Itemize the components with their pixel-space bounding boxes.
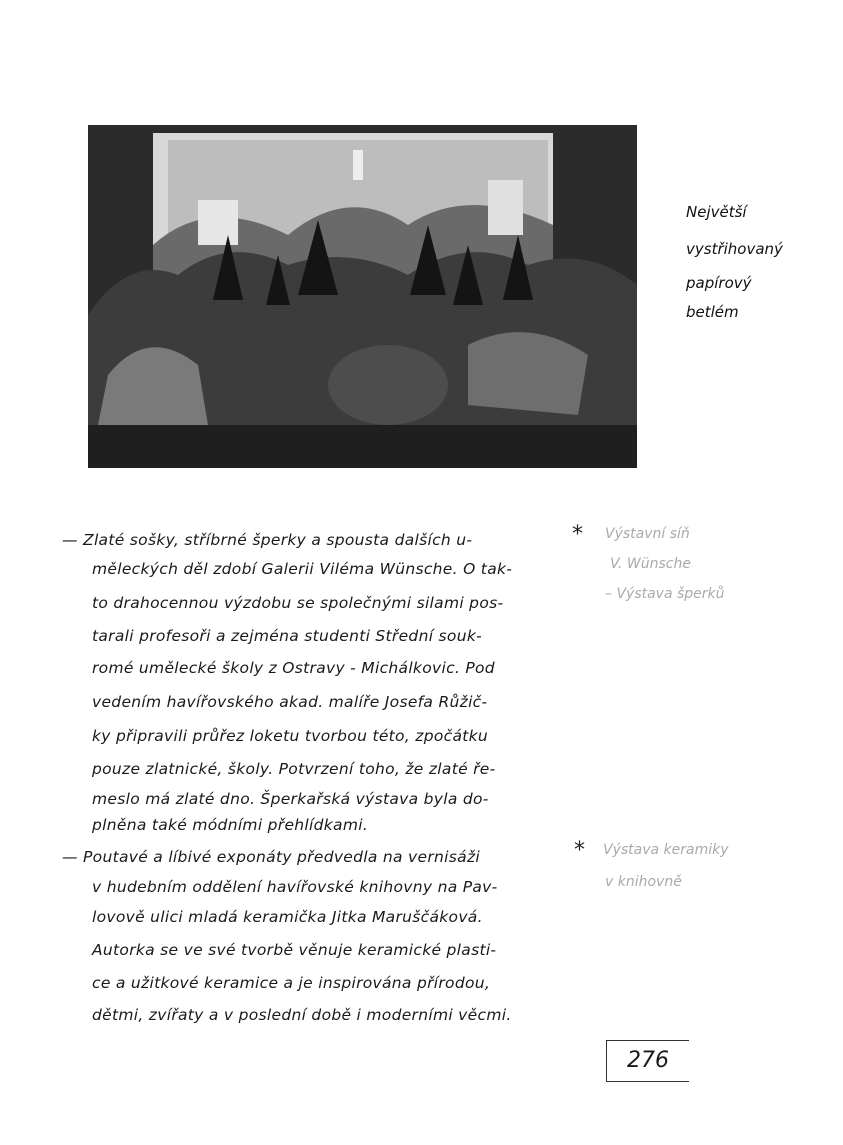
margin-note: V. Wünsche (610, 556, 691, 572)
margin-note: Výstavní síň (605, 526, 690, 542)
text-line: — Zlaté sošky, stříbrné šperky a spousta dalších u- (62, 531, 473, 549)
photo-illustration (88, 125, 637, 468)
text-line: to drahocennou výzdobu se společnými silami pos- (92, 594, 504, 612)
text-line: plněna také módními přehlídkami. (92, 816, 369, 834)
text-line: meslo má zlaté dno. Šperkařská výstava byla do- (92, 790, 489, 808)
text-line: Autorka se ve své tvorbě věnuje keramické plasti- (92, 941, 497, 959)
text-line: dětmi, zvířaty a v poslední době i moderními věcmi. (92, 1006, 512, 1024)
text-line: pouze zlatnické, školy. Potvrzení toho, že zlaté ře- (92, 760, 496, 778)
text-line: v hudebním oddělení havířovské knihovny na Pav- (92, 878, 498, 896)
text-line: ce a užitkové keramice a je inspirována přírodou, (92, 974, 491, 992)
asterisk-mark: * (572, 522, 583, 547)
margin-note: – Výstava šperků (605, 586, 725, 602)
caption-line: papírový (686, 274, 752, 292)
text-line: romé umělecké školy z Ostravy - Michálkovic. Pod (92, 659, 495, 677)
text-line: měleckých děl zdobí Galerii Viléma Wünsche. O tak- (92, 560, 513, 578)
asterisk-mark: * (574, 838, 585, 863)
caption-line: vystřihovaný (686, 240, 783, 258)
text-line: lovově ulici mladá keramička Jitka Maruščáková. (92, 908, 483, 926)
caption-line: betlém (686, 303, 739, 321)
text-line: tarali profesoři a zejména studenti Střední souk- (92, 627, 482, 645)
page-number: 276 (606, 1040, 689, 1082)
margin-note: v knihovně (605, 874, 682, 890)
margin-note: Výstava keramiky (603, 842, 729, 858)
text-line: vedením havířovského akad. malíře Josefa Růžič- (92, 693, 488, 711)
text-line: — Poutavé a líbivé exponáty předvedla na vernisáži (62, 848, 480, 866)
text-line: ky připravili průřez loketu tvorbou této, zpočátku (92, 727, 489, 745)
nativity-scene-photo (88, 125, 637, 468)
caption-line: Největší (686, 203, 747, 221)
